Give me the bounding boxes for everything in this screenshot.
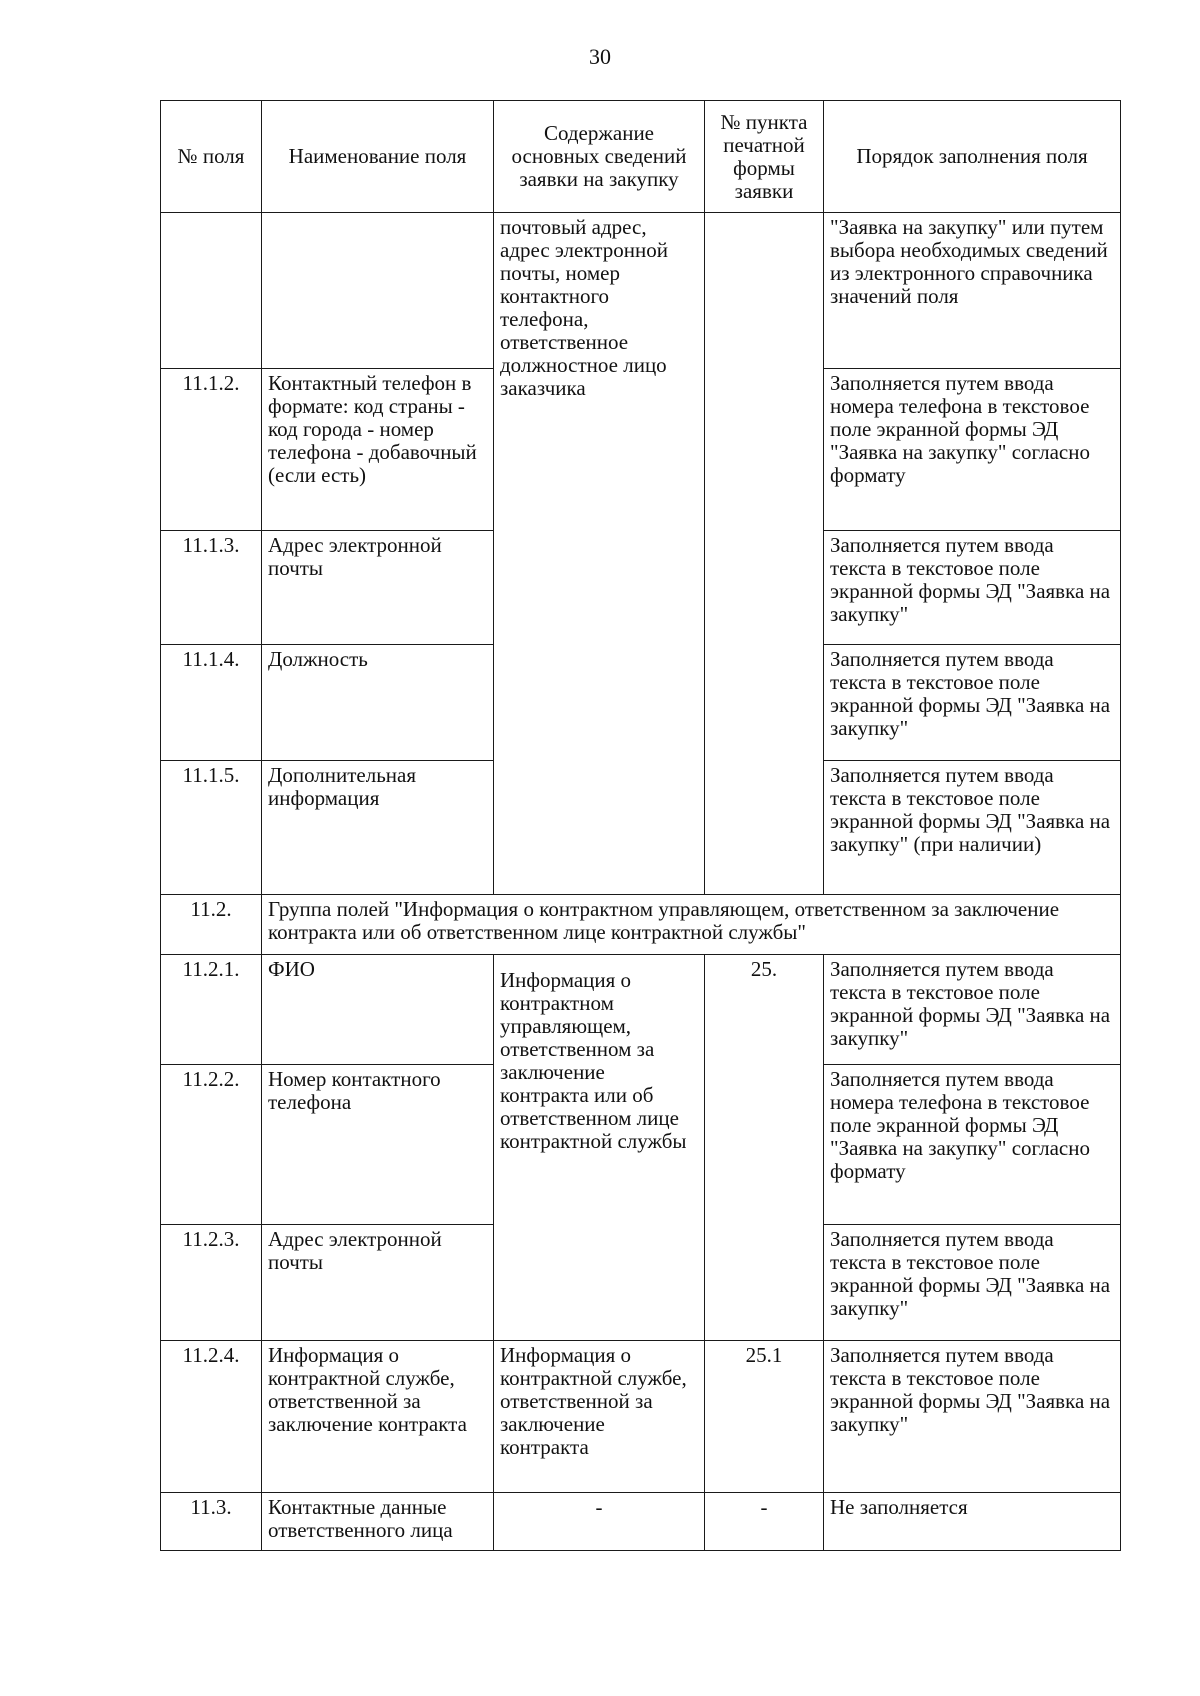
header-fill-order: Порядок заполнения поля bbox=[824, 101, 1121, 213]
field-name: Дополнительная информация bbox=[262, 761, 494, 895]
field-no: 11.3. bbox=[161, 1493, 262, 1551]
field-no: 11.1.4. bbox=[161, 645, 262, 761]
field-no: 11.1.3. bbox=[161, 531, 262, 645]
header-field-name: Наименование поля bbox=[262, 101, 494, 213]
field-name: Контактный телефон в формате: код страны - код города - номер телефона - добавочный (если есть) bbox=[262, 369, 494, 531]
field-no: 11.2.3. bbox=[161, 1225, 262, 1341]
table-header-row bbox=[161, 101, 1121, 213]
field-fill-order: Заполняется путем ввода текста в текстовое поле экранной формы ЭД "Заявка на закупку" bbox=[824, 531, 1121, 645]
field-fill-order: Не заполняется bbox=[824, 1493, 1121, 1551]
table-row bbox=[161, 1341, 1121, 1493]
field-name: Номер контактного телефона bbox=[262, 1065, 494, 1225]
group-title: Группа полей "Информация о контрактном управляющем, ответственном за заключение контракта или об ответственном лице контрактной службы" bbox=[262, 895, 1121, 955]
field-content-contract-manager: Информация о контрактном управляющем, ответственном за заключение контракта или об ответственном лице контрактной службы bbox=[494, 955, 705, 1341]
field-content: Информация о контрактной службе, ответственной за заключение контракта bbox=[494, 1341, 705, 1493]
table-row bbox=[161, 1493, 1121, 1551]
header-field-no: № поля bbox=[161, 101, 262, 213]
field-print-item bbox=[705, 213, 824, 895]
field-fill-order: Заполняется путем ввода текста в текстовое поле экранной формы ЭД "Заявка на закупку" (при наличии) bbox=[824, 761, 1121, 895]
field-print-item: 25. bbox=[705, 955, 824, 1341]
field-content: - bbox=[494, 1493, 705, 1551]
field-fill-order: Заполняется путем ввода номера телефона в текстовое поле экранной формы ЭД "Заявка на закупку" согласно формату bbox=[824, 1065, 1121, 1225]
field-no: 11.2.4. bbox=[161, 1341, 262, 1493]
field-fill-order: Заполняется путем ввода номера телефона в текстовое поле экранной формы ЭД "Заявка на закупку" согласно формату bbox=[824, 369, 1121, 531]
field-no bbox=[161, 213, 262, 369]
field-name: Адрес электронной почты bbox=[262, 1225, 494, 1341]
field-print-item: 25.1 bbox=[705, 1341, 824, 1493]
field-name: Информация о контрактной службе, ответственной за заключение контракта bbox=[262, 1341, 494, 1493]
fields-table bbox=[160, 100, 1121, 1551]
field-fill-order: Заполняется путем ввода текста в текстовое поле экранной формы ЭД "Заявка на закупку" bbox=[824, 955, 1121, 1065]
field-no: 11.2.1. bbox=[161, 955, 262, 1065]
field-no: 11.1.2. bbox=[161, 369, 262, 531]
field-no: 11.2.2. bbox=[161, 1065, 262, 1225]
field-fill-order: Заполняется путем ввода текста в текстовое поле экранной формы ЭД "Заявка на закупку" bbox=[824, 1225, 1121, 1341]
field-name: Адрес электронной почты bbox=[262, 531, 494, 645]
field-no: 11.2. bbox=[161, 895, 262, 955]
page-number: 30 bbox=[589, 44, 611, 69]
field-name bbox=[262, 213, 494, 369]
field-no: 11.1.5. bbox=[161, 761, 262, 895]
header-content: Содержание основных сведений заявки на закупку bbox=[494, 101, 705, 213]
field-fill-order: Заполняется путем ввода текста в текстовое поле экранной формы ЭД "Заявка на закупку" bbox=[824, 645, 1121, 761]
field-fill-order: Заполняется путем ввода текста в текстовое поле экранной формы ЭД "Заявка на закупку" bbox=[824, 1341, 1121, 1493]
field-fill-order: "Заявка на закупку" или путем выбора необходимых сведений из электронного справочника значений поля bbox=[824, 213, 1121, 369]
table-row bbox=[161, 955, 1121, 1065]
field-name: Контактные данные ответственного лица bbox=[262, 1493, 494, 1551]
field-content-contacts: почтовый адрес, адрес электронной почты, номер контактного телефона, ответственное должностное лицо заказчика bbox=[494, 213, 705, 895]
field-name: Должность bbox=[262, 645, 494, 761]
header-print-item: № пункта печатной формы заявки bbox=[705, 101, 824, 213]
table-row bbox=[161, 213, 1121, 369]
field-print-item: - bbox=[705, 1493, 824, 1551]
table-row-group bbox=[161, 895, 1121, 955]
field-name: ФИО bbox=[262, 955, 494, 1065]
